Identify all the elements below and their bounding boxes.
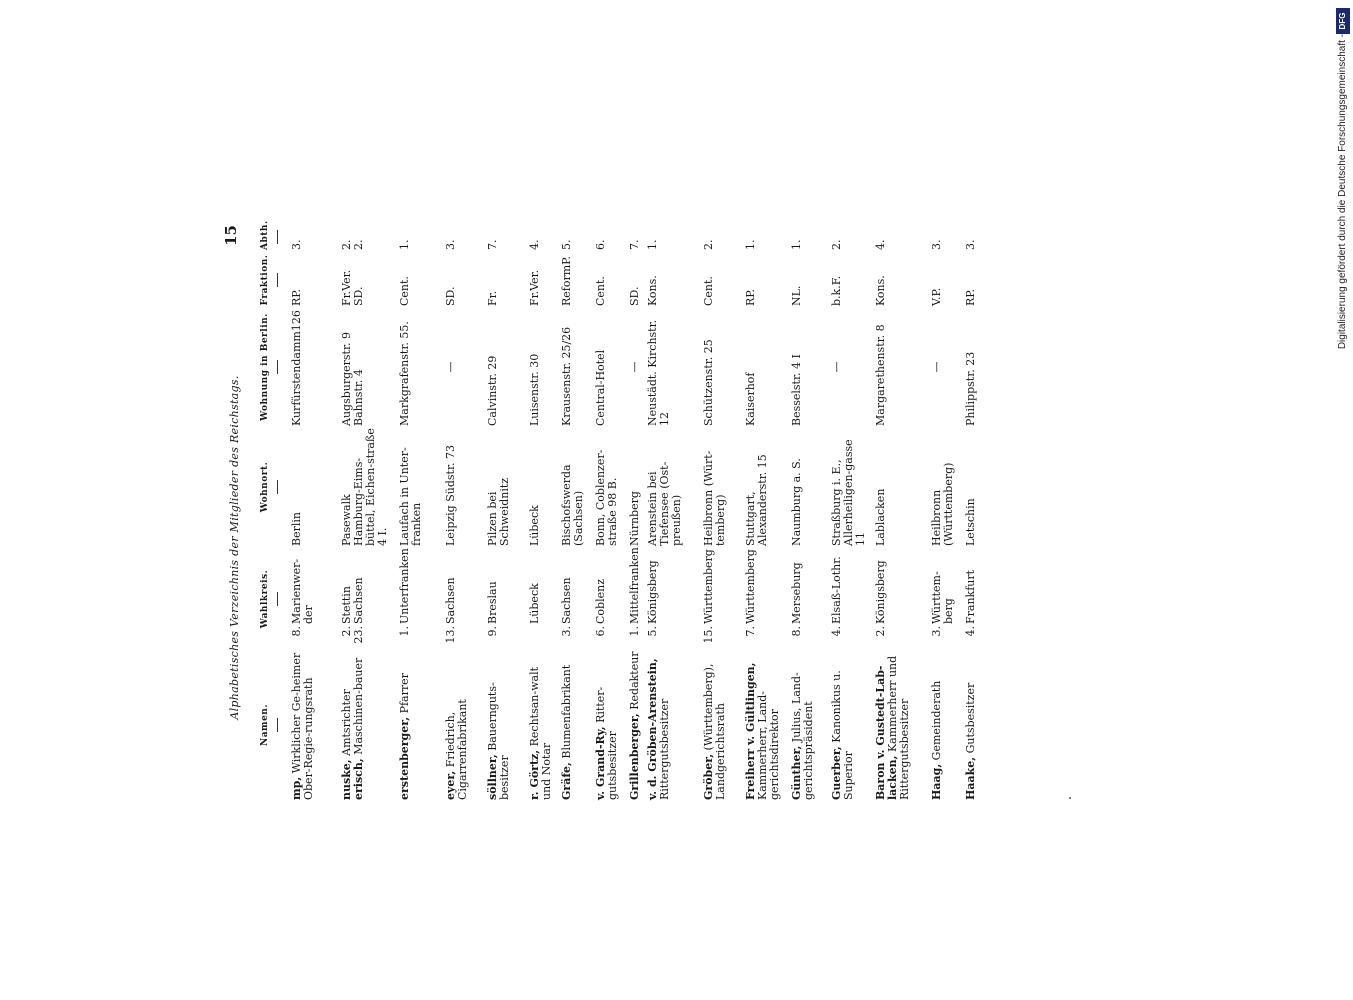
residence: Lablacken	[874, 488, 887, 546]
column-header-wahlkreis: Wahlkreis.	[259, 550, 278, 648]
department: 4.	[528, 239, 541, 250]
department: 3.	[444, 239, 457, 250]
member-name: eyer,	[444, 770, 457, 800]
member-entry	[745, 650, 781, 800]
berlin-address: Besselstr. 4 I	[790, 354, 803, 426]
berlin-address: Kaiserhof	[744, 372, 757, 426]
page-number: 15	[222, 225, 240, 246]
district-number: 8.	[290, 626, 303, 637]
district-number: 5.	[646, 626, 659, 637]
member-description: Friedrich, Cigarrenfabrikant	[444, 699, 469, 800]
member-description: Gutsbesitzer	[964, 682, 977, 754]
residence: Leipzig Südstr. 73	[444, 445, 457, 546]
party-fraction: RP.	[744, 289, 757, 306]
berlin-address: Krausenstr. 25/26	[560, 326, 573, 426]
district-number: 2.	[340, 626, 353, 637]
member-name: Gröber,	[702, 753, 715, 800]
member-entry	[529, 650, 553, 800]
party-fraction: NL.	[790, 285, 803, 306]
column-header-wohnung: Wohnung in Berlin.	[259, 308, 278, 426]
column-header-wohnort: Wohnort.	[259, 428, 278, 546]
department: 2.	[340, 239, 353, 250]
party-fraction: RP.	[964, 289, 977, 306]
page-header	[222, 225, 255, 800]
electoral-district: Unterfranken	[398, 548, 411, 624]
member-name: Haag,	[930, 763, 943, 800]
district-number: 3.	[930, 626, 943, 637]
party-fraction: Cent.	[702, 276, 715, 306]
residence: Bischofswerda (Sachsen)	[560, 464, 585, 546]
member-entry	[399, 650, 411, 800]
department: 7.	[486, 239, 499, 250]
party-fraction: b.k.F.	[830, 275, 843, 306]
member-entry	[647, 650, 671, 800]
district-number: 2.	[874, 626, 887, 637]
member-description: Redakteur	[628, 651, 641, 710]
district-number: 4.	[830, 626, 843, 637]
berlin-address: Calvinstr. 29	[486, 355, 499, 426]
member-name: erisch,	[352, 758, 365, 800]
member-description: Kammerherr und Rittergutsbesitzer	[886, 655, 911, 800]
member-name: nuske,	[340, 759, 353, 800]
berlin-address: Augsburgerstr. 9	[340, 331, 353, 426]
residence: Arenstein bei Tiefensee (Ost-preußen)	[646, 461, 683, 546]
party-fraction: Cent.	[594, 276, 607, 306]
member-entry	[931, 650, 943, 800]
member-description: Pfarrer	[398, 673, 411, 714]
electoral-district: Sachsen	[560, 577, 573, 624]
member-description: Blumenfabrikant	[560, 664, 573, 759]
residence: Heilbronn (Württemberg)	[930, 462, 955, 546]
party-fraction: Fr.Ver.	[528, 269, 541, 306]
residence: Hamburg-Eims-büttel, Eichen-straße 4 I.	[352, 428, 389, 546]
electoral-district: Württemberg	[702, 549, 715, 624]
department: 1.	[646, 239, 659, 250]
party-fraction: Fr.Ver.	[340, 269, 353, 306]
electoral-district: Merseburg	[790, 562, 803, 624]
electoral-district: Mittelfranken	[628, 547, 641, 624]
berlin-address: Philippstr. 23	[964, 351, 977, 426]
department: 5.	[560, 239, 573, 250]
member-name: Gräfe,	[560, 762, 573, 800]
berlin-address: Margarethenstr. 8	[874, 324, 887, 426]
member-entry	[875, 650, 911, 800]
member-entry	[703, 650, 727, 800]
residence: Heilbronn (Würt-temberg)	[702, 450, 727, 546]
party-fraction: SD.	[444, 286, 457, 306]
residence: Berlin	[290, 512, 303, 546]
department: 2.	[702, 239, 715, 250]
member-entry	[831, 650, 855, 800]
residence: Pasewalk	[340, 494, 353, 546]
berlin-address: Schützenstr. 25	[702, 339, 715, 426]
electoral-district: Sachsen	[444, 577, 457, 624]
berlin-address: Kurfürstendamm126	[290, 310, 303, 426]
member-entry	[445, 650, 469, 800]
department: 3.	[930, 239, 943, 250]
member-description: Amtsrichter	[340, 689, 353, 756]
residence: Letschin	[964, 498, 977, 546]
district-number: 1.	[628, 626, 641, 637]
electoral-district: Württem-berg	[930, 571, 955, 624]
district-number: 13.	[444, 626, 457, 644]
electoral-district: Frankfurt	[964, 569, 977, 624]
party-fraction: RP.	[290, 289, 303, 306]
electoral-district: Sachsen	[352, 577, 365, 624]
party-fraction: SD.	[628, 286, 641, 306]
electoral-district: Breslau	[486, 581, 499, 624]
member-description: Rittergutsbesitzer	[658, 698, 671, 800]
party-fraction: Fr.	[486, 290, 499, 306]
department: 1.	[790, 239, 803, 250]
district-number: 3.	[560, 626, 573, 637]
rotated-document-page	[222, 220, 1095, 800]
residence: Straßburg i. E., Allerheiligen-gasse 11	[830, 439, 867, 546]
member-name: r. Görtz,	[528, 749, 541, 800]
member-description: Gemeinderath	[930, 680, 943, 761]
column-headers	[259, 220, 287, 800]
residence: Naumburg a. S.	[790, 458, 803, 546]
member-description: Ritter-gutsbesitzer	[594, 686, 619, 800]
member-entry	[487, 650, 511, 800]
district-number: 23.	[352, 626, 365, 644]
berlin-address: Markgrafenstr. 55.	[398, 321, 411, 426]
column-header-abteilung: Abth.	[259, 225, 278, 250]
district-number: 7.	[744, 626, 757, 637]
electoral-district: Stettin	[340, 586, 353, 624]
residence: Nürnberg	[628, 491, 641, 546]
member-name: Guerber,	[830, 746, 843, 800]
department: 1.	[744, 239, 757, 250]
electoral-district: Königsberg	[646, 560, 659, 624]
member-name: söllner,	[486, 754, 499, 800]
dfg-logo: DFG	[1336, 8, 1350, 34]
member-description: Rechtsan-walt und Notar	[528, 666, 553, 800]
member-name: Freiherr v. Gültlingen,	[744, 662, 757, 800]
column-header-name: Namen.	[259, 650, 278, 800]
member-entry	[291, 650, 315, 800]
department: 2.	[830, 239, 843, 250]
column-header-fraktion: Fraktion.	[259, 254, 278, 306]
party-fraction: V.P.	[930, 287, 943, 306]
department: 7.	[628, 239, 641, 250]
member-entry	[965, 650, 977, 800]
electoral-district: Marienwer-der	[290, 558, 315, 624]
member-description: Kanonikus u. Superior	[830, 670, 855, 800]
member-entry	[561, 650, 573, 800]
district-number: 1.	[398, 626, 411, 637]
member-name: Grillenberger,	[628, 713, 641, 800]
party-fraction: Cent.	[398, 276, 411, 306]
electoral-district: Elsaß-Lothr.	[830, 556, 843, 624]
department: 3.	[964, 239, 977, 250]
district-number: 9.	[486, 626, 499, 637]
berlin-address: Bahnstr. 4	[352, 369, 365, 426]
electoral-district: Lübeck	[528, 583, 541, 624]
berlin-address: Luisenstr. 30	[528, 353, 541, 426]
member-entry	[629, 650, 641, 800]
member-entry	[791, 650, 815, 800]
berlin-address: —	[444, 361, 457, 373]
electoral-district: Coblenz	[594, 579, 607, 624]
berlin-address: Neustädt. Kirchstr. 12	[646, 319, 671, 426]
department: 6.	[594, 239, 607, 250]
residence: Pilzen bei Schweidnitz	[486, 477, 511, 546]
member-entry	[595, 650, 619, 800]
department: 2.	[352, 239, 365, 250]
member-name: Haake,	[964, 756, 977, 800]
district-number: 15.	[702, 626, 715, 644]
member-description: Bauernguts-besitzer	[486, 682, 511, 800]
member-name: erstenberger,	[398, 716, 411, 800]
party-fraction: Kons.	[874, 275, 887, 306]
residence: Bonn, Coblenzer-straße 98 B.	[594, 449, 619, 546]
member-description: Julius, Land-gerichtspräsident	[790, 672, 815, 800]
member-name: mp,	[290, 776, 303, 800]
electoral-district: Königsberg	[874, 560, 887, 624]
berlin-address: Central-Hotel	[594, 349, 607, 426]
residence: Stuttgart, Alexanderstr. 15	[744, 454, 769, 546]
berlin-address: —	[628, 361, 641, 373]
district-number: 8.	[790, 626, 803, 637]
berlin-address: —	[830, 361, 843, 373]
district-number: 6.	[594, 626, 607, 637]
district-number: 4.	[964, 626, 977, 637]
department: 3.	[290, 239, 303, 250]
berlin-address: —	[930, 361, 943, 373]
member-description: Wirklicher Ge-heimer Ober-Regie-rungsrath	[290, 652, 315, 800]
member-description: Maschinen-bauer	[352, 657, 365, 755]
party-fraction: ReformP.	[560, 256, 573, 306]
department: 4.	[874, 239, 887, 250]
party-fraction: SD.	[352, 286, 365, 306]
member-name: v. d. Gröben-Arenstein,	[646, 658, 659, 800]
electoral-district: Württemberg	[744, 549, 757, 624]
scan-speck	[1069, 797, 1071, 799]
residence: Laufach in Unter-franken	[398, 447, 423, 546]
member-description: (Württemberg), Landgerichtsrath	[702, 663, 727, 800]
member-description: Kammerherr, Land-gerichtsdirektor	[756, 690, 781, 800]
member-entry	[353, 650, 365, 800]
member-name: v. Grand-Ry,	[594, 726, 607, 800]
running-title: Alphabetisches Verzeichnis der Mitglieder des Reichstags.	[228, 375, 241, 720]
department: 1.	[398, 239, 411, 250]
residence: Lübeck	[528, 505, 541, 546]
party-fraction: Kons.	[646, 275, 659, 306]
member-name: Günther,	[790, 745, 803, 800]
dfg-credit-text: Digitalisierung gefördert durch die Deutsche Forschungsgemeinschaft -	[1337, 34, 1348, 350]
dfg-credit	[1336, 8, 1350, 396]
member-name: Baron v. Gustedt-Lab-lacken,	[874, 665, 899, 800]
